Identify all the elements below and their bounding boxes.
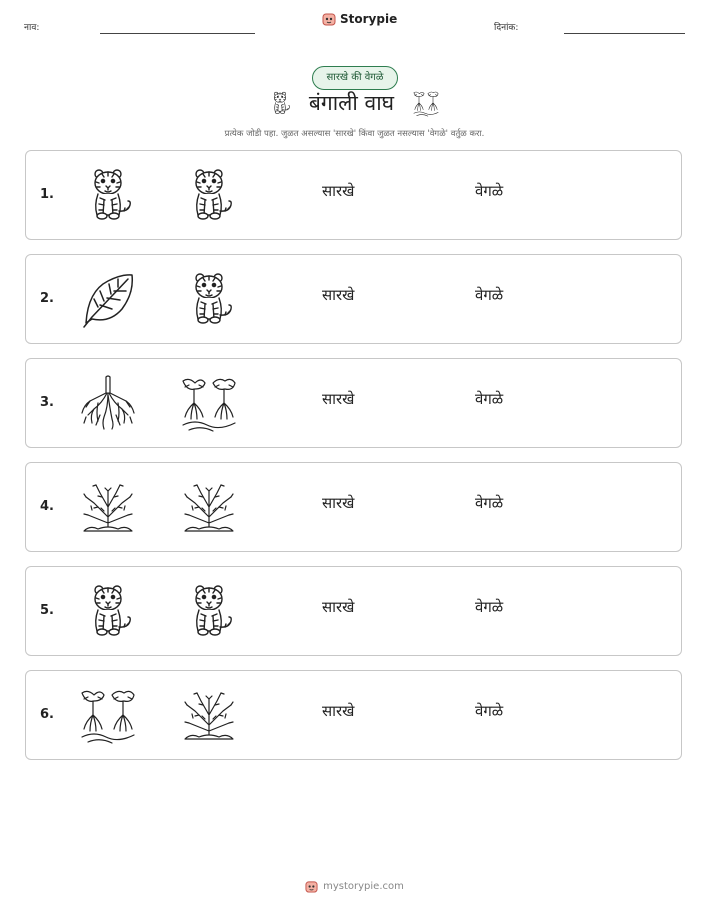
tiger-cub-icon	[179, 581, 239, 641]
option-different[interactable]: वेगळे	[475, 286, 504, 304]
brand-name: Storypie	[340, 12, 398, 26]
mangrove-roots-icon	[78, 373, 138, 433]
option-different[interactable]: वेगळे	[475, 598, 504, 616]
option-same[interactable]: सारखे	[322, 494, 355, 512]
question-number: 5.	[40, 603, 54, 618]
mangrove-trees-icon	[410, 89, 442, 117]
tiger-cub-icon	[179, 269, 239, 329]
footer-link[interactable]: mystorypie.com	[323, 881, 404, 892]
instructions: प्रत्येक जोडी पहा. जुळत असल्यास 'सारखे' किंवा जुळत नसल्यास 'वेगळे' वर्तुळ करा.	[224, 129, 485, 139]
question-number: 2.	[40, 291, 54, 306]
name-label: नाव:	[24, 23, 40, 33]
option-same[interactable]: सारखे	[322, 182, 355, 200]
question-row-1	[25, 150, 682, 240]
question-row-2	[25, 254, 682, 344]
mangrove-trees-icon	[179, 373, 239, 433]
mangrove-trees-icon	[78, 685, 138, 745]
option-same[interactable]: सारखे	[322, 390, 355, 408]
option-same[interactable]: सारखे	[322, 286, 355, 304]
date-line[interactable]	[564, 33, 685, 34]
option-different[interactable]: वेगळे	[475, 390, 504, 408]
shrub-icon	[179, 477, 239, 537]
footer	[0, 880, 709, 893]
shrub-icon	[179, 685, 239, 745]
question-row-4	[25, 462, 682, 552]
option-different[interactable]: वेगळे	[475, 182, 504, 200]
option-different[interactable]: वेगळे	[475, 702, 504, 720]
question-number: 4.	[40, 499, 54, 514]
page-title: बंगाली वाघ	[308, 91, 395, 115]
tiger-cub-icon	[179, 165, 239, 225]
date-label: दिनांक:	[494, 23, 519, 33]
brand-logo	[322, 12, 397, 26]
question-row-6	[25, 670, 682, 760]
question-number: 3.	[40, 395, 54, 410]
worksheet-type-badge: सारखे की वेगळे	[312, 66, 398, 90]
tiger-cub-icon	[78, 581, 138, 641]
name-line[interactable]	[100, 33, 255, 34]
option-different[interactable]: वेगळे	[475, 494, 504, 512]
tiger-cub-icon	[78, 165, 138, 225]
question-number: 1.	[40, 187, 54, 202]
tiger-cub-icon	[267, 90, 293, 116]
leaf-icon	[78, 269, 138, 329]
option-same[interactable]: सारखे	[322, 598, 355, 616]
question-number: 6.	[40, 707, 54, 722]
storypie-mascot-icon	[305, 880, 318, 893]
shrub-icon	[78, 477, 138, 537]
storypie-mascot-icon	[322, 12, 336, 26]
question-row-5	[25, 566, 682, 656]
title-row	[0, 89, 709, 117]
question-row-3	[25, 358, 682, 448]
option-same[interactable]: सारखे	[322, 702, 355, 720]
